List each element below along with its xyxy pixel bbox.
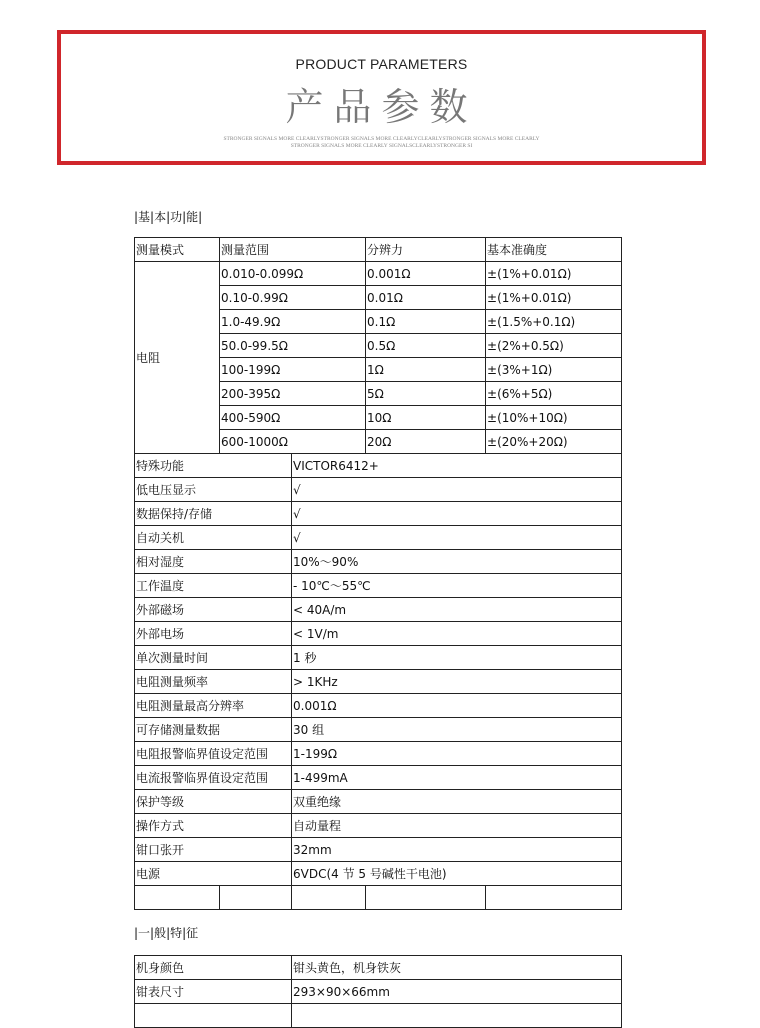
banner-tagline: STRONGER SIGNALS MORE CLEARLY SIGNALSCLEARLYSTRONGER SI — [290, 143, 473, 149]
empty-cell — [135, 886, 220, 910]
header-cell: 测量模式 — [135, 238, 220, 262]
spec-value-cell: 1 秒 — [292, 646, 622, 670]
basic-functions-heading: |基|本|功|能| — [134, 210, 203, 224]
spec-label-cell: 电源 — [135, 862, 292, 886]
table-row — [135, 670, 622, 694]
spec-value-cell: < 1V/m — [292, 622, 622, 646]
spec-value-cell: 1-199Ω — [292, 742, 622, 766]
spec-label-cell: 操作方式 — [135, 814, 292, 838]
empty-cell — [135, 1004, 292, 1028]
spec-table-body — [135, 238, 622, 910]
banner-tagline: STRONGER SIGNALS MORE CLEARLYSTRONGER SIGNALS MORE CLEARLYCLEARLYSTRONGER SIGNALS MORE CLEARLY — [223, 136, 540, 142]
range-cell: 400-590Ω — [220, 406, 366, 430]
range-cell: 200-395Ω — [220, 382, 366, 406]
spec-table — [134, 237, 622, 910]
table-row — [135, 502, 622, 526]
spec-label-cell: 相对湿度 — [135, 550, 292, 574]
accuracy-cell: ±(6%+5Ω) — [486, 382, 622, 406]
accuracy-cell: ±(1%+0.01Ω) — [486, 286, 622, 310]
spec-value-cell: 10%～90% — [292, 550, 622, 574]
spec-label-cell: 钳口张开 — [135, 838, 292, 862]
spec-value-cell: √ — [292, 502, 622, 526]
spec-value-cell: √ — [292, 478, 622, 502]
table-row — [135, 980, 622, 1004]
spec-label-cell: 工作温度 — [135, 574, 292, 598]
spec-label-cell: 特殊功能 — [135, 454, 292, 478]
table-row — [135, 526, 622, 550]
mode-cell: 电阻 — [135, 262, 220, 454]
accuracy-cell: ±(20%+20Ω) — [486, 430, 622, 454]
table-row — [135, 790, 622, 814]
resolution-cell: 0.001Ω — [366, 262, 486, 286]
table-row — [135, 838, 622, 862]
table-row — [135, 742, 622, 766]
resolution-cell: 10Ω — [366, 406, 486, 430]
spec-label-cell: 数据保持/存储 — [135, 502, 292, 526]
table-row — [135, 862, 622, 886]
table-row — [135, 598, 622, 622]
spec-value-cell: VICTOR6412+ — [292, 454, 622, 478]
spec-value-cell: 双重绝缘 — [292, 790, 622, 814]
header-cell: 基本准确度 — [486, 238, 622, 262]
table-row — [135, 718, 622, 742]
spec-value-cell: 30 组 — [292, 718, 622, 742]
spec-label-cell: 自动关机 — [135, 526, 292, 550]
table-row — [135, 574, 622, 598]
range-cell: 600-1000Ω — [220, 430, 366, 454]
table-row — [135, 956, 622, 980]
table-header-row — [135, 238, 622, 262]
table-row — [135, 478, 622, 502]
spec-value-cell: 6VDC(4 节 5 号碱性干电池) — [292, 862, 622, 886]
product-parameters-banner — [57, 30, 706, 165]
accuracy-cell: ±(1.5%+0.1Ω) — [486, 310, 622, 334]
spec-label-cell: 外部电场 — [135, 622, 292, 646]
spec-value-cell: 1-499mA — [292, 766, 622, 790]
general-table — [134, 955, 622, 1028]
spec-value-cell: √ — [292, 526, 622, 550]
spec-label-cell: 电阻测量最高分辨率 — [135, 694, 292, 718]
resolution-cell: 5Ω — [366, 382, 486, 406]
spec-label-cell: 可存储测量数据 — [135, 718, 292, 742]
resolution-cell: 1Ω — [366, 358, 486, 382]
spec-value-cell: 自动量程 — [292, 814, 622, 838]
spec-value-cell: 32mm — [292, 838, 622, 862]
accuracy-cell: ±(3%+1Ω) — [486, 358, 622, 382]
range-cell: 0.010-0.099Ω — [220, 262, 366, 286]
accuracy-cell: ±(1%+0.01Ω) — [486, 262, 622, 286]
general-features-heading: |一|般|特|征 — [134, 926, 199, 940]
range-cell: 50.0-99.5Ω — [220, 334, 366, 358]
accuracy-cell: ±(10%+10Ω) — [486, 406, 622, 430]
spec-value-cell: < 40A/m — [292, 598, 622, 622]
spec-value-cell: 293×90×66mm — [292, 980, 622, 1004]
range-cell: 100-199Ω — [220, 358, 366, 382]
table-row — [135, 550, 622, 574]
spec-value-cell: 0.001Ω — [292, 694, 622, 718]
range-cell: 0.10-0.99Ω — [220, 286, 366, 310]
table-row — [135, 622, 622, 646]
spec-value-cell: > 1KHz — [292, 670, 622, 694]
table-row — [135, 262, 622, 286]
header-cell: 分辨力 — [366, 238, 486, 262]
table-row — [135, 814, 622, 838]
spec-label-cell: 钳表尺寸 — [135, 980, 292, 1004]
banner-chinese-title: 产品参数 — [285, 85, 478, 129]
empty-cell — [292, 1004, 622, 1028]
resolution-cell: 20Ω — [366, 430, 486, 454]
spec-label-cell: 单次测量时间 — [135, 646, 292, 670]
accuracy-cell: ±(2%+0.5Ω) — [486, 334, 622, 358]
resolution-cell: 0.5Ω — [366, 334, 486, 358]
table-row — [135, 694, 622, 718]
spec-label-cell: 外部磁场 — [135, 598, 292, 622]
resolution-cell: 0.1Ω — [366, 310, 486, 334]
table-row — [135, 766, 622, 790]
table-row — [135, 646, 622, 670]
general-table-body — [135, 956, 622, 1028]
empty-cell — [366, 886, 486, 910]
table-row — [135, 454, 622, 478]
range-cell: 1.0-49.9Ω — [220, 310, 366, 334]
empty-row — [135, 886, 622, 910]
header-cell: 测量范围 — [220, 238, 366, 262]
banner-english-title: PRODUCT PARAMETERS — [295, 56, 468, 72]
resolution-cell: 0.01Ω — [366, 286, 486, 310]
empty-cell — [486, 886, 622, 910]
empty-cell — [292, 886, 366, 910]
spec-value-cell: - 10℃～55℃ — [292, 574, 622, 598]
spec-value-cell: 钳头黄色，机身铁灰 — [292, 956, 622, 980]
spec-label-cell: 低电压显示 — [135, 478, 292, 502]
spec-label-cell: 电阻测量频率 — [135, 670, 292, 694]
empty-row — [135, 1004, 622, 1028]
spec-label-cell: 机身颜色 — [135, 956, 292, 980]
spec-label-cell: 电阻报警临界值设定范围 — [135, 742, 292, 766]
spec-label-cell: 电流报警临界值设定范围 — [135, 766, 292, 790]
empty-cell — [220, 886, 292, 910]
spec-label-cell: 保护等级 — [135, 790, 292, 814]
